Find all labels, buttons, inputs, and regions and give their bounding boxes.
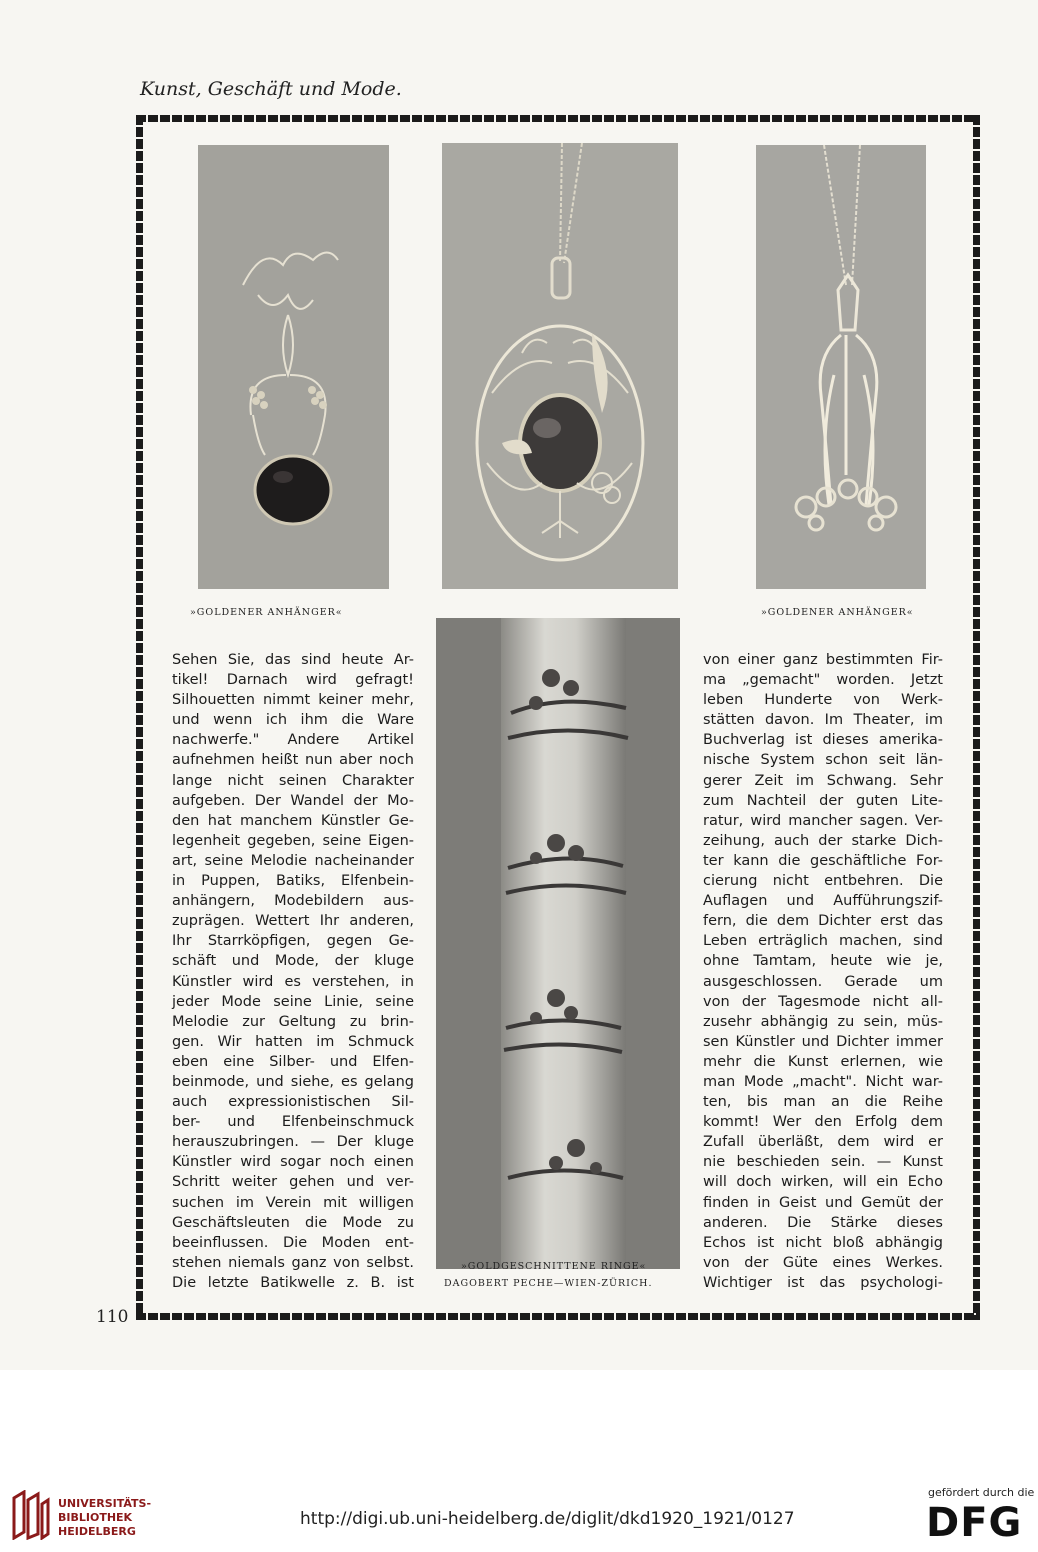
page-number: 110: [96, 1307, 129, 1327]
university-library-logo-icon: [10, 1490, 50, 1540]
text-line: Sehen Sie, das sind heute Ar-: [172, 652, 414, 668]
text-line: Wichtiger ist das psychologi-: [703, 1274, 943, 1291]
text-line: ausgeschlossen. Gerade um: [703, 973, 943, 990]
library-name-line2: BIBLIOTHEK: [58, 1511, 133, 1524]
text-line: Melodie zur Geltung zu brin-: [172, 1013, 414, 1030]
text-line: aufnehmen heißt nun aber noch: [172, 752, 414, 769]
text-line: herauszubringen. — Der kluge: [172, 1134, 414, 1151]
text-line: kommt! Wer den Erfolg dem: [703, 1114, 943, 1131]
text-line: ohne Tamtam, heute wie je,: [703, 953, 943, 970]
text-line: Leben erträglich machen, sind: [703, 933, 943, 950]
text-line: ma „gemacht" worden. Jetzt: [703, 672, 943, 689]
text-line: eben eine Silber- und Elfen-: [172, 1053, 414, 1070]
text-line: beeinflussen. Die Moden ent-: [172, 1234, 414, 1251]
text-line: cierung nicht entbehren. Die: [703, 873, 943, 890]
text-line: Künstler wird sogar noch einen: [172, 1154, 414, 1171]
text-line: ratur, wird mancher sagen. Ver-: [703, 812, 943, 829]
text-line: Künstler wird es verstehen, in: [172, 973, 414, 990]
text-line: tikel! Darnach wird gefragt!: [172, 672, 414, 689]
text-line: nie beschieden sein. — Kunst: [703, 1154, 943, 1171]
caption-rings-artist: DAGOBERT PECHE—WIEN-ZÜRICH.: [444, 1278, 653, 1289]
text-line: finden in Geist und Gemüt der: [703, 1194, 943, 1211]
text-line: von einer ganz bestimmten Fir-: [703, 652, 943, 668]
text-line: nische System schon seit län-: [703, 752, 943, 769]
text-line: aufgeben. Der Wandel der Mo-: [172, 792, 414, 809]
text-line: ten, bis man an die Reihe: [703, 1094, 943, 1111]
text-line: Schritt weiter gehen und ver-: [172, 1174, 414, 1191]
pendant-photo-left: [198, 145, 389, 589]
text-line: anhängern, Modebildern aus-: [172, 893, 414, 910]
frame-top: [136, 115, 980, 122]
text-line: mehr die Kunst erlernen, wie: [703, 1053, 943, 1070]
text-line: art, seine Melodie nacheinander: [172, 852, 414, 869]
pendant-photo-right: [756, 145, 926, 589]
text-line: zusehr abhängig zu sein, müs-: [703, 1013, 943, 1030]
running-head: Kunst, Geschäft und Mode.: [140, 78, 402, 100]
caption-left: »GOLDENER ANHÄNGER«: [190, 607, 343, 618]
text-line: zuprägen. Wettert Ihr anderen,: [172, 913, 414, 930]
text-line: ter kann die geschäftliche For-: [703, 852, 943, 869]
text-line: ber- und Elfenbeinschmuck: [172, 1114, 414, 1131]
frame-right: [973, 115, 980, 1320]
text-line: Auflagen und Aufführungszif-: [703, 893, 943, 910]
text-line: Die letzte Batikwelle z. B. ist: [172, 1274, 414, 1291]
text-line: und wenn ich ihm die Ware: [172, 712, 414, 729]
text-line: Silhouetten nimmt keiner mehr,: [172, 692, 414, 709]
library-name-line1: UNIVERSITÄTS-: [58, 1497, 152, 1510]
text-line: jeder Mode seine Linie, seine: [172, 993, 414, 1010]
text-line: Geschäftsleuten die Mode zu: [172, 1214, 414, 1231]
text-line: stehen niemals ganz von selbst.: [172, 1254, 414, 1271]
text-line: Zufall überläßt, dem wird er: [703, 1134, 943, 1151]
text-line: sen Künstler und Dichter immer: [703, 1033, 943, 1050]
text-line: von der Tagesmode nicht all-: [703, 993, 943, 1010]
text-line: von der Güte eines Werkes.: [703, 1254, 943, 1271]
permalink-url[interactable]: http://digi.ub.uni-heidelberg.de/diglit/dkd1920_1921/0127: [300, 1509, 795, 1529]
text-line: auch expressionistischen Sil-: [172, 1094, 414, 1111]
text-line: suchen im Verein mit willigen: [172, 1194, 414, 1211]
rings-photo: [436, 618, 680, 1269]
caption-rings-title: »GOLDGESCHNITTENE RINGE«: [461, 1261, 647, 1272]
text-line: gen. Wir hatten im Schmuck: [172, 1033, 414, 1050]
right-text-column: [703, 650, 943, 1293]
caption-right: »GOLDENER ANHÄNGER«: [761, 607, 914, 618]
frame-bottom: [136, 1313, 980, 1320]
pendant-photo-center: [442, 143, 678, 589]
text-line: in Puppen, Batiks, Elfenbein-: [172, 873, 414, 890]
text-line: nachwerfe." Andere Artikel: [172, 732, 414, 749]
text-line: Buchverlag ist dieses amerika-: [703, 732, 943, 749]
text-line: den hat manchem Künstler Ge-: [172, 812, 414, 829]
text-line: Echos ist nicht bloß abhängig: [703, 1234, 943, 1251]
text-line: schäft und Mode, der kluge: [172, 953, 414, 970]
text-line: lange nicht seinen Charakter: [172, 772, 414, 789]
text-line: man Mode „macht". Nicht war-: [703, 1073, 943, 1090]
text-line: will doch wirken, will ein Echo: [703, 1174, 943, 1191]
text-line: anderen. Die Stärke dieses: [703, 1214, 943, 1231]
text-line: beinmode, und siehe, es gelang: [172, 1073, 414, 1090]
text-line: Ihr Starrköpfigen, gegen Ge-: [172, 933, 414, 950]
frame-left: [136, 115, 143, 1320]
funding-note: gefördert durch die: [928, 1486, 1035, 1499]
left-text-column: [172, 650, 414, 1293]
text-line: zum Nachteil der guten Lite-: [703, 792, 943, 809]
text-line: stätten davon. Im Theater, im: [703, 712, 943, 729]
library-name-line3: HEIDELBERG: [58, 1525, 136, 1538]
dfg-logo: DFG: [926, 1500, 1023, 1546]
text-line: gerer Zeit im Schwang. Sehr: [703, 772, 943, 789]
text-line: legenheit gegeben, seine Eigen-: [172, 832, 414, 849]
text-line: leben Hunderte von Werk-: [703, 692, 943, 709]
text-line: zeihung, auch der starke Dich-: [703, 832, 943, 849]
text-line: fern, die dem Dichter erst das: [703, 913, 943, 930]
